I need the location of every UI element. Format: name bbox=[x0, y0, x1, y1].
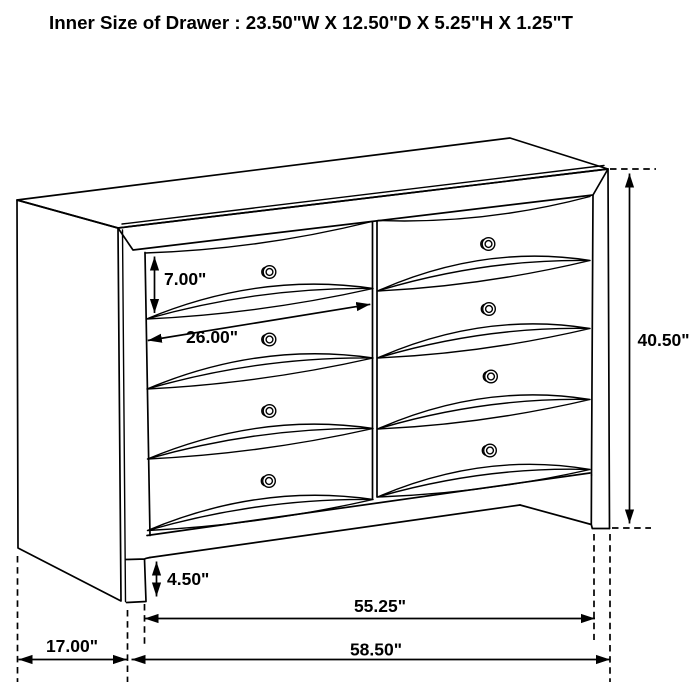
dimension-label: 55.25" bbox=[353, 596, 407, 616]
diagram-title: Inner Size of Drawer : 23.50"W X 12.50"D X 5.25"H X 1.25"T bbox=[49, 12, 574, 33]
dimension-label: 58.50" bbox=[349, 639, 403, 660]
dimension-label: 26.00" bbox=[186, 327, 239, 347]
dimension-label: 17.00" bbox=[45, 636, 99, 656]
dimension-label: 40.50" bbox=[637, 330, 690, 350]
dimension-label: 7.00" bbox=[164, 269, 207, 289]
dimension-label: 4.50" bbox=[167, 569, 210, 589]
